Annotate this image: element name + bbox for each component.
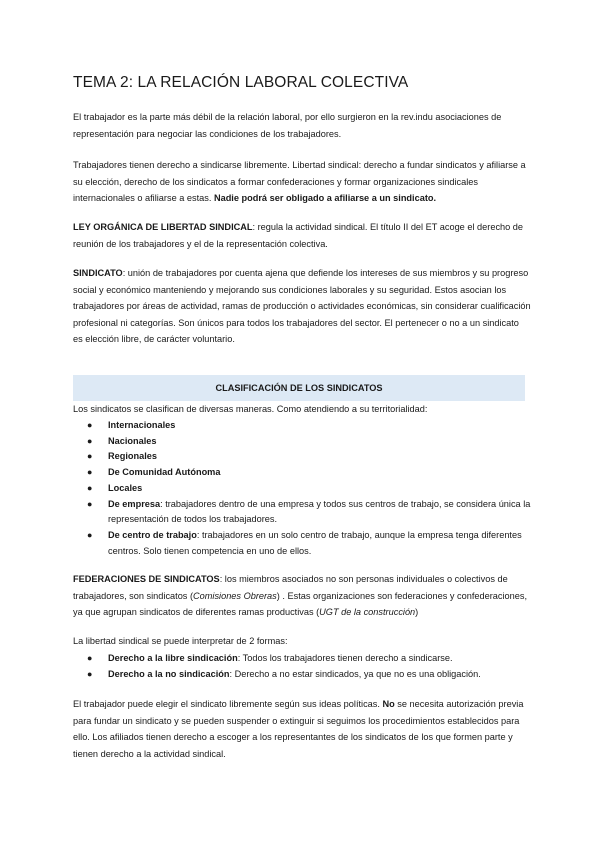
bullet-icon: ●: [87, 498, 93, 509]
ley-text: : regula la actividad sindical. El título II del ET acoge el derecho de reunión de los trabajadores y el de la representación colectiva.: [73, 222, 524, 249]
page-title: TEMA 2: LA RELACIÓN LABORAL COLECTIVA: [73, 74, 409, 91]
libertad-paragraph: [73, 157, 531, 207]
list-item-text: : Todos los trabajadores tienen derecho a sindicarse.: [237, 653, 453, 663]
federaciones-heading: FEDERACIONES DE SINDICATOS: [73, 574, 220, 584]
list-item-bold: De empresa: [108, 498, 161, 509]
list-item-bold: Locales: [108, 482, 143, 493]
libertad-intro: La libertad sindical se puede interpretar de 2 formas:: [73, 636, 288, 646]
federaciones-text: ): [415, 607, 419, 618]
list-item-bold: Derecho a la libre sindicación: [108, 653, 238, 663]
list-item: [73, 497, 531, 528]
federaciones-text: ) . Estas organizaciones son federaciones y confederaciones, ya que agrupan sindicatos de diferentes ramas productivas (: [73, 590, 528, 618]
ley-paragraph: [73, 219, 531, 252]
list-item: [73, 465, 531, 481]
bullet-icon: ●: [87, 653, 93, 663]
classification-list: [73, 418, 531, 559]
final-paragraph: [73, 696, 531, 762]
list-item: [73, 651, 531, 667]
list-item: [73, 418, 531, 434]
sindicato-heading: SINDICATO: [73, 268, 123, 278]
list-item-text: : trabajadores en un solo centro de trabajo, aunque la empresa tenga diferentes centros. Solo tienen competencia en uno de ellos.: [108, 529, 522, 556]
bullet-icon: ●: [87, 420, 93, 430]
sindicato-text: : unión de trabajadores por cuenta ajena que defiende los intereses de sus miembros y su progreso social y económico manteniendo y mejorando sus condiciones laborales y su seguridad. Estos asocian los trabajadores por áreas de actividad, ramas de producción o actividades económicas, sin considerar cualificación profesional ni categorías. Son únicos para todos los trabajadores del sector. El pertenecer o no a un sindicato es elección libre, de carácter voluntario.: [73, 268, 531, 345]
bullet-icon: ●: [87, 482, 93, 493]
list-item-text: : trabajadores dentro de una empresa y todos sus centros de trabajo, se considera única la representación de todos los trabajadores.: [108, 498, 531, 525]
classification-intro: Los sindicatos se clasifican de diversas maneras. Como atendiendo a su territorialidad:: [73, 404, 428, 414]
bullet-icon: ●: [87, 451, 93, 462]
federaciones-text: : los miembros asociados no son personas individuales o colectivos de trabajadores, son sindicatos (: [73, 574, 508, 601]
list-item: [73, 434, 531, 450]
sindicato-paragraph: [73, 265, 531, 348]
list-item-bold: De centro de trabajo: [108, 529, 197, 540]
libertad-text: Trabajadores tienen derecho a sindicarse libremente. Libertad sindical: derecho a fundar sindicatos y afiliarse a su elección, derecho de los sindicatos a formar confederaciones y formar organizaciones sindicales internacionales o afiliarse a estas.: [73, 160, 526, 204]
final-bold-text: No: [382, 699, 395, 709]
list-item-bold: De Comunidad Autónoma: [108, 467, 221, 478]
final-text: se necesita autorización previa para fundar un sindicato y se pueden suspender o extinguir si seguimos los procedimientos establecidos para ello. Los afiliados tienen derecho a escoger a los representantes de los sindicatos de los que formen parte y tienen derecho a la actividad sindical.: [73, 699, 524, 759]
bullet-icon: ●: [87, 435, 93, 446]
section-heading: CLASIFICACIÓN DE LOS SINDICATOS: [73, 375, 525, 401]
intro-paragraph: [73, 109, 531, 142]
final-text: El trabajador puede elegir el sindicato libremente según sus ideas políticas.: [73, 699, 383, 709]
list-item: [73, 449, 531, 465]
federaciones-italic: Comisiones Obreras: [193, 590, 277, 601]
list-item-bold: Internacionales: [108, 420, 176, 430]
ley-heading: LEY ORGÁNICA DE LIBERTAD SINDICAL: [73, 222, 253, 232]
libertad-list: [73, 651, 531, 682]
list-item: [73, 481, 531, 497]
list-item-bold: Regionales: [108, 451, 158, 462]
list-item: [73, 667, 531, 683]
bullet-icon: ●: [87, 668, 93, 679]
list-item: [73, 528, 531, 559]
list-item-bold: Nacionales: [108, 435, 157, 446]
intro-text: El trabajador es la parte más débil de la relación laboral, por ello surgieron en la rev.indu asociaciones de representación para negociar las condiciones de los trabajadores.: [73, 112, 502, 139]
federaciones-italic: UGT de la construcción: [319, 607, 416, 618]
bullet-icon: ●: [87, 467, 93, 478]
list-item-text: : Derecho a no estar sindicados, ya que no es una obligación.: [229, 668, 481, 679]
federaciones-paragraph: [73, 571, 531, 621]
bullet-icon: ●: [87, 529, 93, 540]
list-item-bold: Derecho a la no sindicación: [108, 668, 230, 679]
libertad-bold-text: Nadie podrá ser obligado a afiliarse a un sindicato.: [213, 193, 437, 204]
